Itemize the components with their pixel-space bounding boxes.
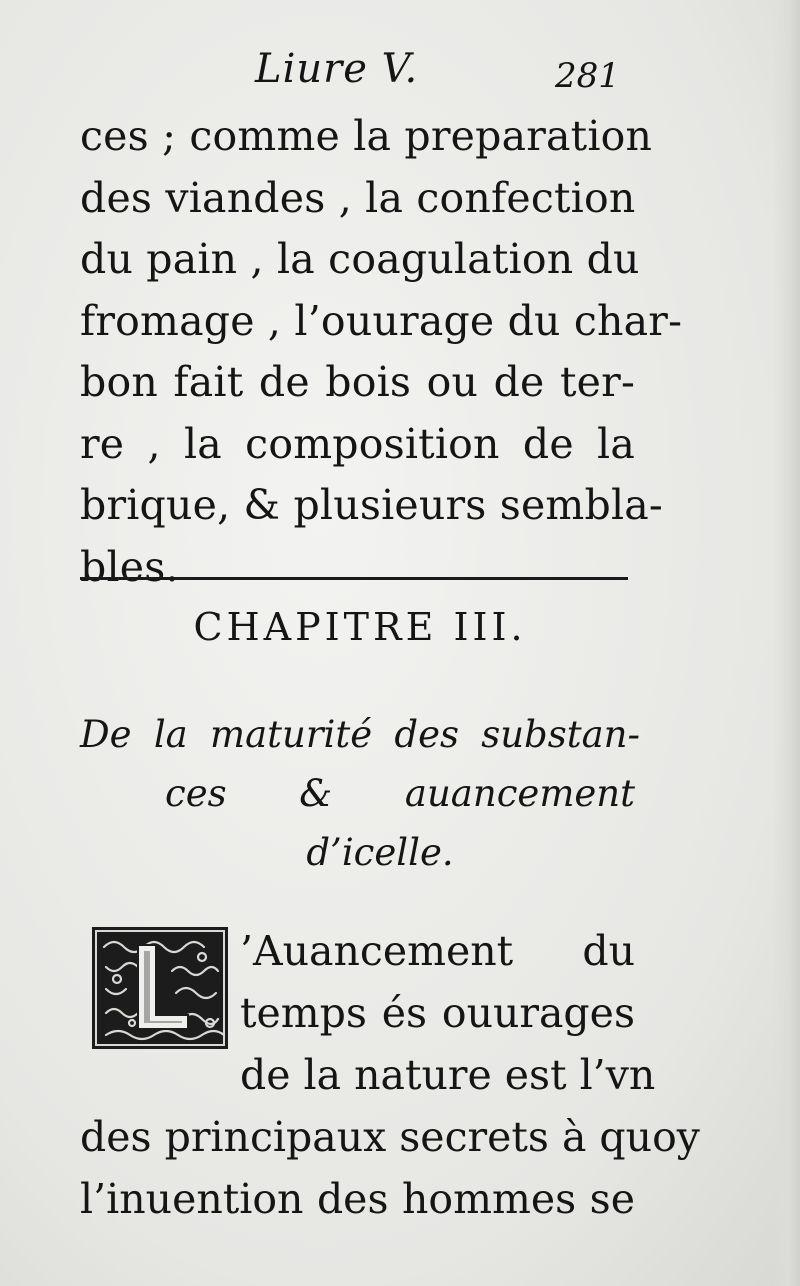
body-text	[80, 106, 683, 598]
paragraph-text	[80, 920, 700, 1230]
paragraph-line: des principaux secrets à quoy	[80, 1113, 700, 1161]
paragraph-line: ’Auancement du	[240, 927, 635, 975]
subtitle-line: De la maturité des substan-	[80, 713, 640, 756]
paragraph-line: de la nature est l’vn	[240, 1051, 656, 1099]
subtitle-line: d’icelle.	[306, 831, 454, 874]
body-line: brique, & plusieurs sembla-	[80, 481, 663, 529]
body-line: ces ; comme la preparation	[80, 112, 653, 160]
body-line: des viandes , la confection	[80, 173, 636, 222]
paragraph-line: temps és ouurages	[240, 989, 635, 1037]
section-rule	[80, 577, 628, 580]
page-edge	[772, 0, 800, 1286]
body-line: du pain , la coagulation du	[80, 235, 640, 283]
chapter-subtitle	[80, 705, 640, 882]
running-head	[0, 46, 800, 106]
body-line: re , la composition de la	[80, 419, 635, 468]
chapter-heading: CHAPITRE III.	[193, 605, 527, 649]
body-line: bon fait de bois ou de ter-	[80, 358, 635, 406]
body-line: bles.	[80, 542, 179, 591]
page-number: 281	[555, 56, 620, 96]
running-head-title: Liure V.	[255, 46, 419, 92]
body-line: fromage , l’ouurage du char-	[80, 296, 683, 345]
paragraph-line: l’inuention des hommes se	[80, 1175, 635, 1223]
subtitle-line: ces & auancement	[165, 772, 635, 815]
